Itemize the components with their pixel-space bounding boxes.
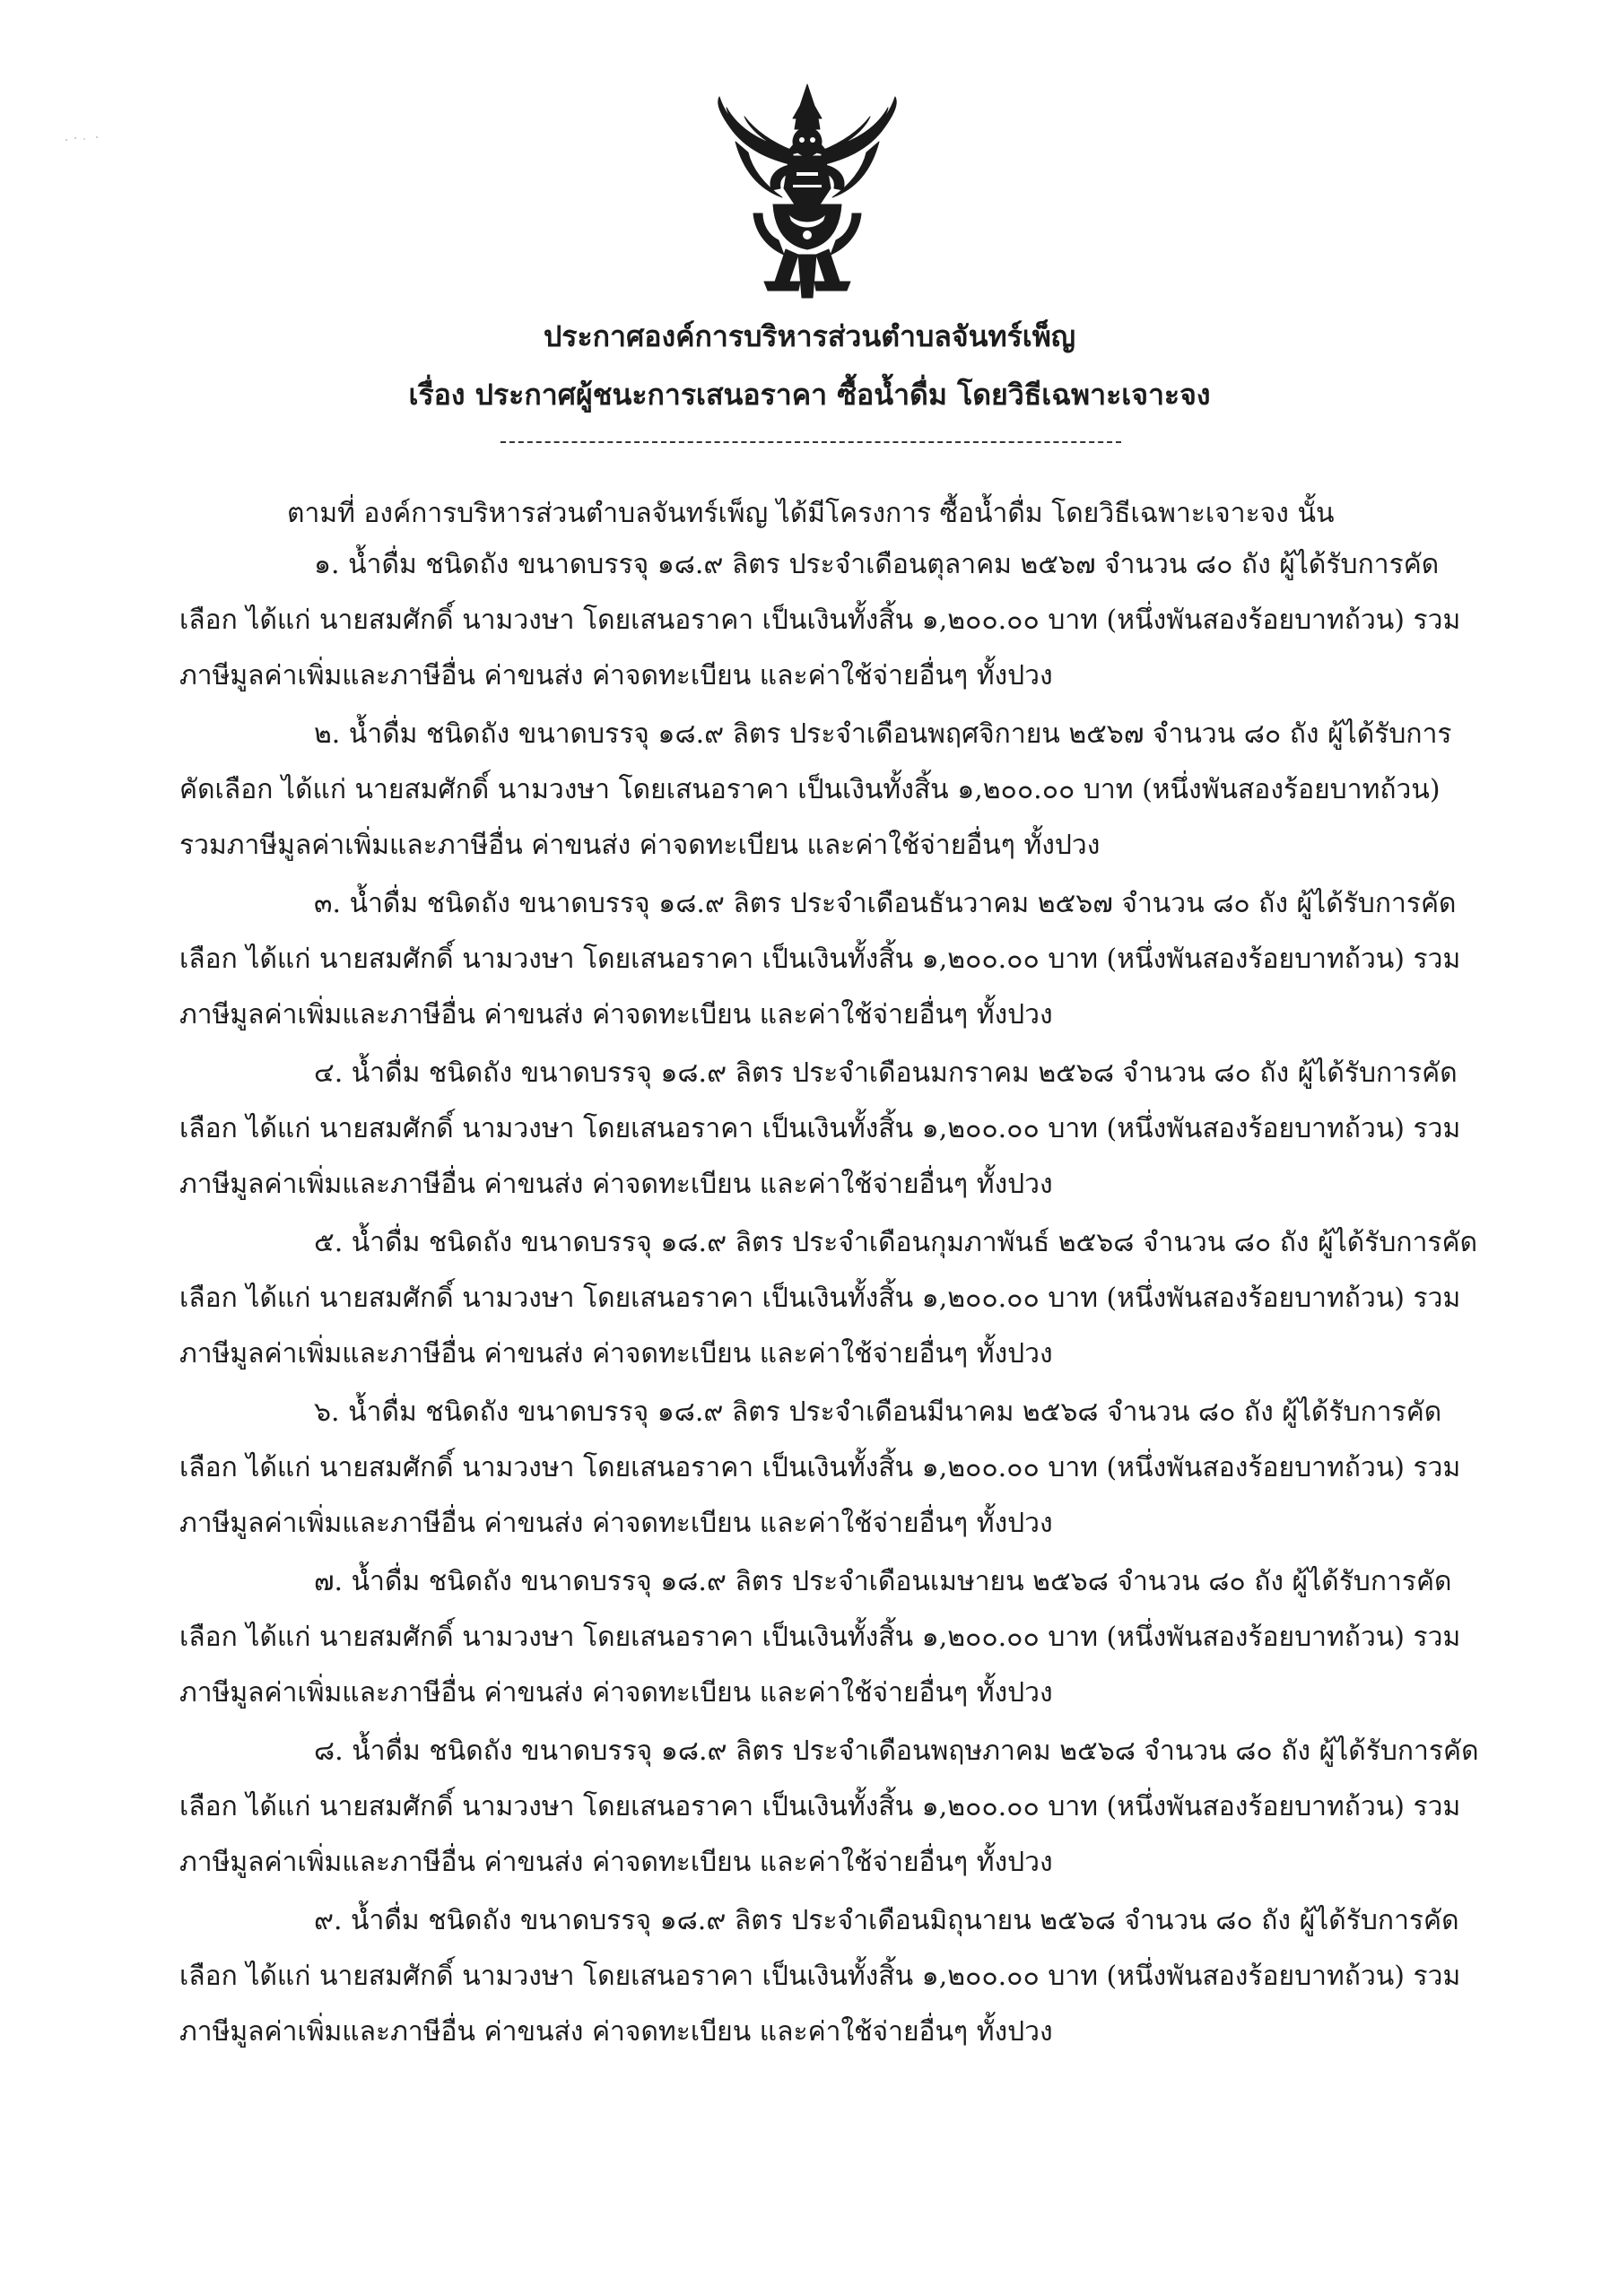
award-item-line: ๑. น้ำดื่ม ชนิดถัง ขนาดบรรจุ ๑๘.๙ ลิตร ประจำเดือนตุลาคม ๒๕๖๗ จำนวน ๘๐ ถัง ผู้ได้รับการคัด: [314, 549, 1440, 580]
award-item-line: เลือก ได้แก่ นายสมศักดิ์ นามวงษา โดยเสนอราคา เป็นเงินทั้งสิ้น ๑,๒๐๐.๐๐ บาท (หนึ่งพันสองร้อยบาทถ้วน) รวม: [179, 604, 1461, 636]
document-subject: เรื่อง ประกาศผู้ชนะการเสนอราคา ซื้อน้ำดื่ม โดยวิธีเฉพาะเจาะจง: [408, 378, 1211, 412]
award-item: [179, 717, 1471, 886]
award-item-line: ภาษีมูลค่าเพิ่มและภาษีอื่น ค่าขนส่ง ค่าจดทะเบียน และค่าใช้จ่ายอื่นๆ ทั้งปวง: [179, 660, 1053, 691]
award-item-line: ๔. น้ำดื่ม ชนิดถัง ขนาดบรรจุ ๑๘.๙ ลิตร ประจำเดือนมกราคม ๒๕๖๘ จำนวน ๘๐ ถัง ผู้ได้รับการคัด: [314, 1057, 1458, 1089]
award-item: [179, 1564, 1471, 1734]
award-item-line: เลือก ได้แก่ นายสมศักดิ์ นามวงษา โดยเสนอราคา เป็นเงินทั้งสิ้น ๑,๒๐๐.๐๐ บาท (หนึ่งพันสองร้อยบาทถ้วน) รวม: [179, 1622, 1461, 1653]
award-item: [179, 1734, 1479, 1903]
award-item-line: ๖. น้ำดื่ม ชนิดถัง ขนาดบรรจุ ๑๘.๙ ลิตร ประจำเดือนมีนาคม ๒๕๖๘ จำนวน ๘๐ ถัง ผู้ได้รับการคัด: [314, 1396, 1442, 1428]
award-item-line: ๒. น้ำดื่ม ชนิดถัง ขนาดบรรจุ ๑๘.๙ ลิตร ประจำเดือนพฤศจิกายน ๒๕๖๗ จำนวน ๘๐ ถัง ผู้ได้รับการ: [314, 718, 1452, 750]
award-item-line: ๓. น้ำดื่ม ชนิดถัง ขนาดบรรจุ ๑๘.๙ ลิตร ประจำเดือนธันวาคม ๒๕๖๗ จำนวน ๘๐ ถัง ผู้ได้รับการคัด: [314, 888, 1457, 919]
award-item-line: เลือก ได้แก่ นายสมศักดิ์ นามวงษา โดยเสนอราคา เป็นเงินทั้งสิ้น ๑,๒๐๐.๐๐ บาท (หนึ่งพันสองร้อยบาทถ้วน) รวม: [179, 1791, 1461, 1822]
intro-paragraph: ตามที่ องค์การบริหารส่วนตำบลจันทร์เพ็ญ ได้มีโครงการ ซื้อน้ำดื่ม โดยวิธีเฉพาะเจาะจง นั้น: [287, 498, 1335, 529]
award-item-line: ภาษีมูลค่าเพิ่มและภาษีอื่น ค่าขนส่ง ค่าจดทะเบียน และค่าใช้จ่ายอื่นๆ ทั้งปวง: [179, 1508, 1053, 1539]
award-item-line: ๙. น้ำดื่ม ชนิดถัง ขนาดบรรจุ ๑๘.๙ ลิตร ประจำเดือนมิถุนายน ๒๕๖๘ จำนวน ๘๐ ถัง ผู้ได้รับการคัด: [314, 1905, 1459, 1936]
garuda-emblem-icon: [700, 79, 915, 303]
award-item-line: ภาษีมูลค่าเพิ่มและภาษีอื่น ค่าขนส่ง ค่าจดทะเบียน และค่าใช้จ่ายอื่นๆ ทั้งปวง: [179, 2016, 1053, 2048]
award-item-line: ภาษีมูลค่าเพิ่มและภาษีอื่น ค่าขนส่ง ค่าจดทะเบียน และค่าใช้จ่ายอื่นๆ ทั้งปวง: [179, 999, 1053, 1031]
award-item-line: ภาษีมูลค่าเพิ่มและภาษีอื่น ค่าขนส่ง ค่าจดทะเบียน และค่าใช้จ่ายอื่นๆ ทั้งปวง: [179, 1338, 1053, 1370]
award-item-line: ๕. น้ำดื่ม ชนิดถัง ขนาดบรรจุ ๑๘.๙ ลิตร ประจำเดือนกุมภาพันธ์ ๒๕๖๘ จำนวน ๘๐ ถัง ผู้ได้รับการคัด: [314, 1227, 1478, 1258]
award-item-line: ๘. น้ำดื่ม ชนิดถัง ขนาดบรรจุ ๑๘.๙ ลิตร ประจำเดือนพฤษภาคม ๒๕๖๘ จำนวน ๘๐ ถัง ผู้ได้รับการคัด: [314, 1735, 1479, 1767]
award-item: [179, 886, 1471, 1056]
award-item-line: เลือก ได้แก่ นายสมศักดิ์ นามวงษา โดยเสนอราคา เป็นเงินทั้งสิ้น ๑,๒๐๐.๐๐ บาท (หนึ่งพันสองร้อยบาทถ้วน) รวม: [179, 1113, 1461, 1144]
award-item: [179, 1903, 1471, 2073]
award-item: [179, 1056, 1471, 1225]
award-item-line: ภาษีมูลค่าเพิ่มและภาษีอื่น ค่าขนส่ง ค่าจดทะเบียน และค่าใช้จ่ายอื่นๆ ทั้งปวง: [179, 1847, 1053, 1878]
award-item: [179, 1225, 1478, 1395]
award-list: [179, 547, 1479, 2073]
award-item-line: เลือก ได้แก่ นายสมศักดิ์ นามวงษา โดยเสนอราคา เป็นเงินทั้งสิ้น ๑,๒๐๐.๐๐ บาท (หนึ่งพันสองร้อยบาทถ้วน) รวม: [179, 1961, 1461, 1992]
award-item-line: ภาษีมูลค่าเพิ่มและภาษีอื่น ค่าขนส่ง ค่าจดทะเบียน และค่าใช้จ่ายอื่นๆ ทั้งปวง: [179, 1169, 1053, 1200]
award-item-line: ภาษีมูลค่าเพิ่มและภาษีอื่น ค่าขนส่ง ค่าจดทะเบียน และค่าใช้จ่ายอื่นๆ ทั้งปวง: [179, 1677, 1053, 1709]
document-title: ประกาศองค์การบริหารส่วนตำบลจันทร์เพ็ญ: [543, 319, 1076, 353]
award-item-line: รวมภาษีมูลค่าเพิ่มและภาษีอื่น ค่าขนส่ง ค่าจดทะเบียน และค่าใช้จ่ายอื่นๆ ทั้งปวง: [179, 830, 1101, 861]
scan-speck: [63, 135, 108, 144]
award-item-line: เลือก ได้แก่ นายสมศักดิ์ นามวงษา โดยเสนอราคา เป็นเงินทั้งสิ้น ๑,๒๐๐.๐๐ บาท (หนึ่งพันสองร้อยบาทถ้วน) รวม: [179, 1452, 1461, 1483]
award-item: [179, 1395, 1471, 1564]
award-item: [179, 547, 1471, 717]
award-item-line: เลือก ได้แก่ นายสมศักดิ์ นามวงษา โดยเสนอราคา เป็นเงินทั้งสิ้น ๑,๒๐๐.๐๐ บาท (หนึ่งพันสองร้อยบาทถ้วน) รวม: [179, 944, 1461, 975]
award-item-line: คัดเลือก ได้แก่ นายสมศักดิ์ นามวงษา โดยเสนอราคา เป็นเงินทั้งสิ้น ๑,๒๐๐.๐๐ บาท (หนึ่งพันสองร้อยบาทถ้วน): [179, 774, 1441, 805]
award-item-line: ๗. น้ำดื่ม ชนิดถัง ขนาดบรรจุ ๑๘.๙ ลิตร ประจำเดือนเมษายน ๒๕๖๘ จำนวน ๘๐ ถัง ผู้ได้รับการคัด: [314, 1566, 1452, 1597]
title-divider: [500, 441, 1121, 443]
award-item-line: เลือก ได้แก่ นายสมศักดิ์ นามวงษา โดยเสนอราคา เป็นเงินทั้งสิ้น ๑,๒๐๐.๐๐ บาท (หนึ่งพันสองร้อยบาทถ้วน) รวม: [179, 1283, 1461, 1314]
